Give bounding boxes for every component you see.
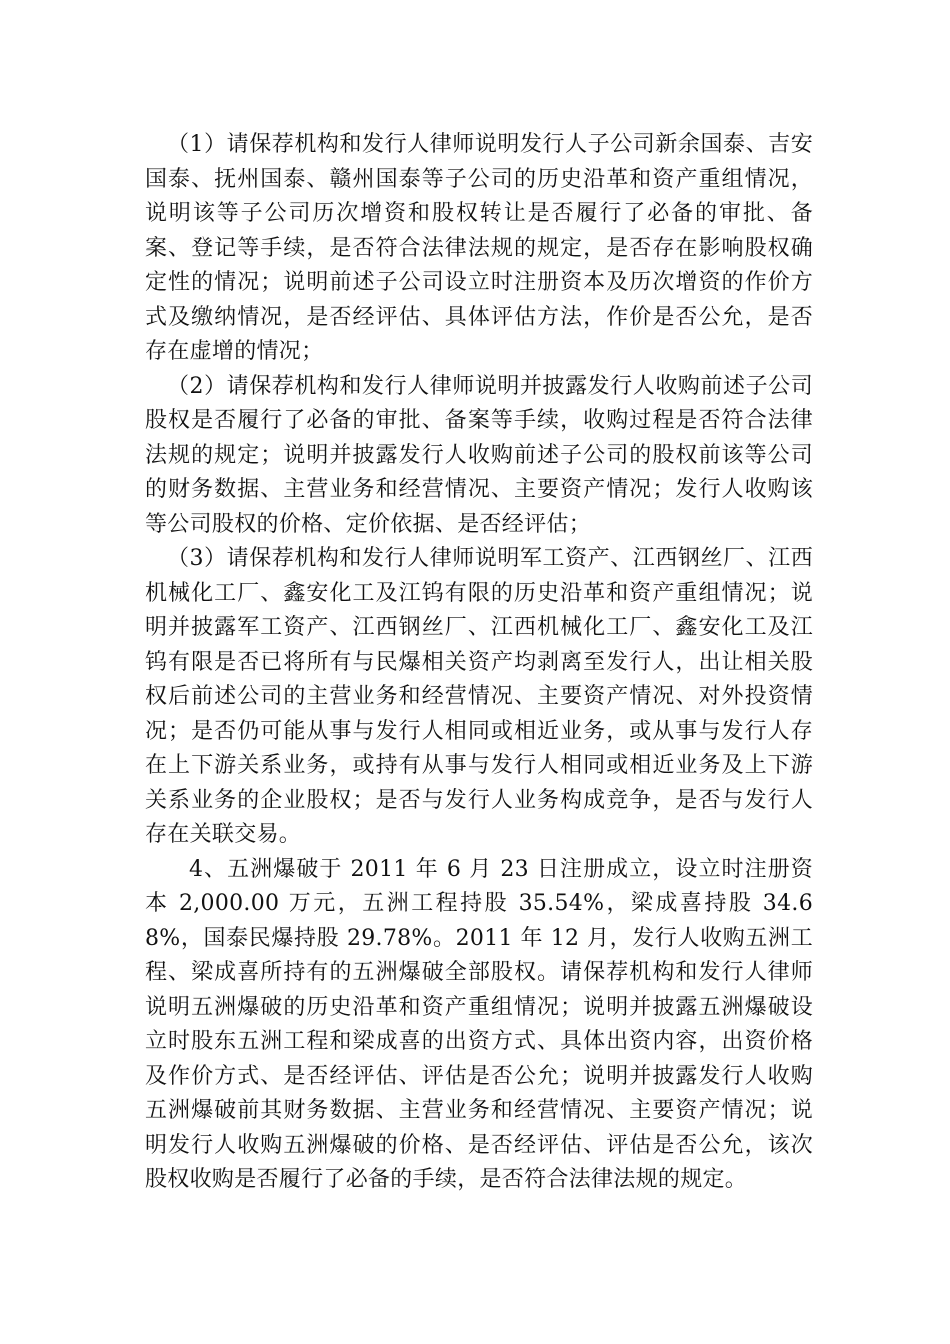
document-body — [145, 128, 813, 1198]
paragraph-item-3: （3）请保荐机构和发行人律师说明军工资产、江西钢丝厂、江西机械化工厂、鑫安化工及江钨有限的历史沿革和资产重组情况；说明并披露军工资产、江西钢丝厂、江西机械化工厂、鑫安化工及江钨有限是否已将所有与民爆相关资产均剥离至发行人，出让相关股权后前述公司的主营业务和经营情况、主要资产情况、对外投资情况；是否仍可能从事与发行人相同或相近业务，或从事与发行人存在上下游关系业务，或持有从事与发行人相同或相近业务及上下游关系业务的企业股权；是否与发行人业务构成竞争，是否与发行人存在关联交易。 — [145, 546, 813, 847]
paragraph-item-4: 4、五洲爆破于 2011 年 6 月 23 日注册成立，设立时注册资本 2,000.00 万元，五洲工程持股 35.54%，梁成喜持股 34.68%，国泰民爆持股 29.78%。2011 年 12 月，发行人收购五洲工程、梁成喜所持有的五洲爆破全部股权。请保荐机构和发行人律师说明五洲爆破的历史沿革和资产重组情况；说明并披露五洲爆破设立时股东五洲工程和梁成喜的出资方式、具体出资内容，出资价格及作价方式、是否经评估、评估是否公允；说明并披露发行人收购五洲爆破前其财务数据、主营业务和经营情况、主要资产情况；说明发行人收购五洲爆破的价格、是否经评估、评估是否公允，该次股权收购是否履行了必备的手续，是否符合法律法规的规定。 — [145, 856, 813, 1192]
paragraph-item-2: （2）请保荐机构和发行人律师说明并披露发行人收购前述子公司股权是否履行了必备的审批、备案等手续，收购过程是否符合法律法规的规定；说明并披露发行人收购前述子公司的股权前该等公司的财务数据、主营业务和经营情况、主要资产情况；发行人收购该等公司股权的价格、定价依据、是否经评估； — [145, 373, 813, 537]
paragraph-item-1: （1）请保荐机构和发行人律师说明发行人子公司新余国泰、吉安国泰、抚州国泰、赣州国泰等子公司的历史沿革和资产重组情况，说明该等子公司历次增资和股权转让是否履行了必备的审批、备案、登记等手续，是否符合法律法规的规定，是否存在影响股权确定性的情况；说明前述子公司设立时注册资本及历次增资的作价方式及缴纳情况，是否经评估、具体评估方法，作价是否公允，是否存在虚增的情况； — [145, 132, 813, 364]
